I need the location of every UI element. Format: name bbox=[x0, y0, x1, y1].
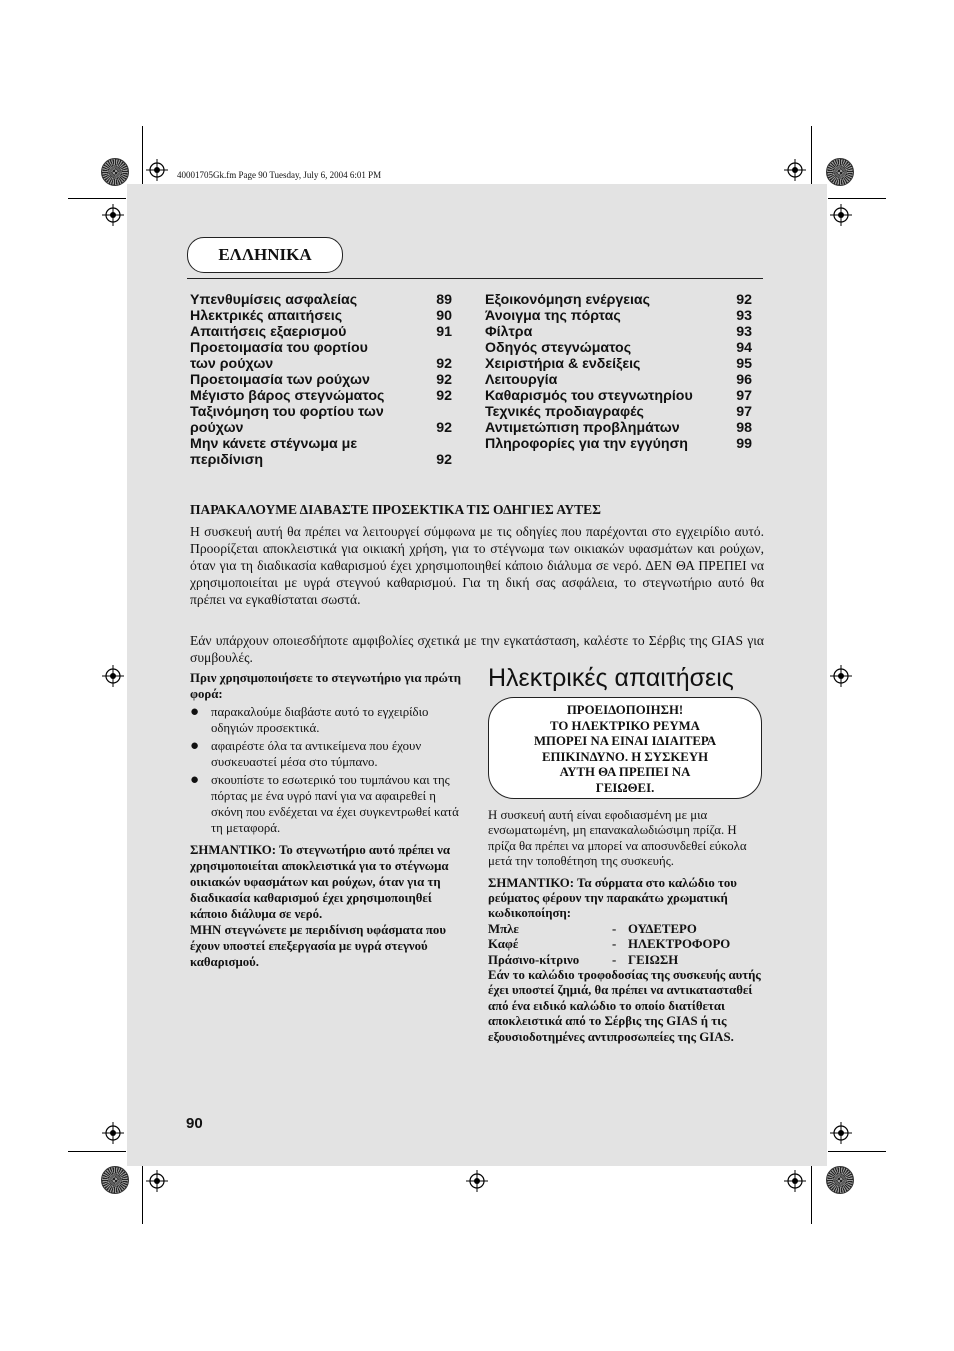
wire-row: Πράσινο-κίτρινο - ΓΕΙΩΣΗ bbox=[488, 952, 679, 967]
toc-item[interactable]: Υπενθυμίσεις ασφαλείας 89 bbox=[190, 292, 452, 308]
color-rosette-icon bbox=[826, 1166, 854, 1194]
toc-item[interactable]: Άνοιγμα της πόρτας 93 bbox=[485, 308, 752, 324]
intro-heading: ΠΑΡΑΚΑΛΟΥΜΕ ΔΙΑΒΑΣΤΕ ΠΡΟΣΕΚΤΙΚΑ ΤΙΣ ΟΔΗΓΙΕΣ ΑΥΤΕΣ bbox=[190, 502, 601, 517]
crop-mark bbox=[68, 198, 126, 199]
toc-item[interactable]: Αντιμετώπιση προβλημάτων 98 bbox=[485, 420, 752, 436]
registration-mark-icon bbox=[102, 1122, 124, 1144]
toc-item[interactable]: Μέγιστο βάρος στεγνώματος 92 bbox=[190, 388, 452, 404]
toc-item[interactable]: Φίλτρα 93 bbox=[485, 324, 752, 340]
toc-item[interactable]: Μην κάνετε στέγνωμα με bbox=[190, 436, 358, 452]
bullet-icon: ● bbox=[190, 704, 200, 720]
toc-item[interactable]: Χειριστήρια & ενδείξεις 95 bbox=[485, 356, 752, 372]
before-use-section bbox=[190, 670, 463, 970]
wire-row: Καφέ - ΗΛΕΚΤΡΟΦΟΡΟ bbox=[488, 937, 731, 952]
toc-right-column bbox=[485, 292, 752, 452]
toc-item[interactable]: Εξοικονόμηση ενέργειας 92 bbox=[485, 292, 752, 308]
toc-item[interactable]: Ηλεκτρικές απαιτήσεις 90 bbox=[190, 308, 452, 324]
cable-text: Εάν το καλώδιο τροφοδοσίας της συσκευής αυτής έχει υποστεί ζημιά, θα πρέπει να αντικατασταθεί από ένα ειδικό καλώδιο το οποίο διατίθεται αποκλειστικά από το Σέρβις της GIAS ή τις εξουσιοδοτημένες αντιπροσωπείες της GIAS. bbox=[488, 968, 761, 1044]
file-header: 40001705Gk.fm Page 90 Tuesday, July 6, 2004 6:01 PM bbox=[177, 170, 382, 180]
crop-mark bbox=[828, 1151, 886, 1152]
toc-item[interactable]: Πληροφορίες για την εγγύηση 99 bbox=[485, 436, 752, 452]
header-rule bbox=[187, 278, 763, 279]
crop-mark bbox=[811, 1166, 812, 1224]
intro-paragraph: Εάν υπάρχουν οποιεσδήποτε αμφιβολίες σχετικά με την εγκατάσταση, καλέστε το Σέρβις της GIAS για συμβουλές. bbox=[190, 633, 764, 665]
color-rosette-icon bbox=[101, 158, 129, 186]
no-spin-note: ΜΗΝ στεγνώνετε με περιδίνιση υφάσματα που έχουν υποστεί επεξεργασία με υγρά στεγνού καθαρισμού. bbox=[190, 923, 446, 969]
wire-row: Μπλε - ΟΥΔΕΤΕΡΟ bbox=[488, 921, 697, 936]
crop-mark bbox=[811, 126, 812, 184]
plug-text: Η συσκευή αυτή είναι εφοδιασμένη με μια ενσωματωμένη, μη επανακαλωδιώσιμη πρίζα. Η πρίζα θα πρέπει να μπορεί να αποσυνδεθεί εύκολα μετά την τοποθέτηση της συσκευής. bbox=[488, 808, 747, 869]
toc-item[interactable]: Τεχνικές προδιαγραφές 97 bbox=[485, 404, 752, 420]
bullet-icon: ● bbox=[190, 772, 200, 788]
registration-mark-icon bbox=[466, 1170, 488, 1192]
important-note: ΣΗΜΑΝΤΙΚΟ: Το στεγνωτήριο αυτό πρέπει να χρησιμοποιείται αποκλειστικά για το στέγνωμα οικιακών υφασμάτων και ρούχων, όταν για τη διαδικασία καθαρισμού έχει χρησιμοποιηθεί κάποιο διάλυμα σε νερό. bbox=[190, 843, 451, 921]
electrical-section bbox=[488, 808, 764, 1045]
registration-mark-icon bbox=[102, 665, 124, 687]
registration-mark-icon bbox=[102, 204, 124, 226]
intro-paragraph: Η συσκευή αυτή θα πρέπει να λειτουργεί σύμφωνα με τις οδηγίες που παρέχονται στο εγχειρίδιο αυτό. Προορίζεται αποκλειστικά για οικιακή χρήση, για το στέγνωμα των οικιακών υφασμάτων και ρούχων, όταν για τη διαδικασία καθαρισμού έχει χρησιμοποιηθεί κάποιο διάλυμα σε νερό. ΔΕΝ ΘΑ ΠΡΕΠΕΙ να χρησιμοποιείται με υγρά στεγνού καθαρισμού. Για τη δική σας ασφάλεια, το στεγνωτήριο αυτό θα πρέπει να εγκαθίσταται σωστά. bbox=[190, 524, 764, 607]
wires-heading: ΣΗΜΑΝΤΙΚΟ: Τα σύρματα στο καλώδιο του ρεύματος φέρουν την παρακάτω χρωματική κωδικοποίηση: bbox=[488, 875, 737, 921]
list-item: ● σκουπίστε το εσωτερικό του τυμπάνου και της πόρτας με ένα υγρό πανί για να αφαιρεθεί η σκόνη που ενδέχεται να έχει συγκεντρωθεί κατά τη μεταφορά. bbox=[190, 772, 459, 835]
toc-item[interactable]: Προετοιμασία του φορτίου bbox=[190, 340, 368, 356]
crop-mark bbox=[142, 1166, 143, 1224]
toc-item[interactable]: Καθαρισμός του στεγνωτηρίου 97 bbox=[485, 388, 752, 404]
toc-item[interactable]: Ταξινόμηση του φορτίου των bbox=[190, 404, 384, 420]
color-rosette-icon bbox=[101, 1166, 129, 1194]
toc-left-column bbox=[190, 292, 452, 468]
registration-mark-icon bbox=[830, 204, 852, 226]
toc-item[interactable]: ρούχων 92 bbox=[190, 420, 452, 436]
toc-item[interactable]: περιδίνιση 92 bbox=[190, 452, 452, 468]
crop-mark bbox=[142, 126, 143, 184]
before-use-heading: Πριν χρησιμοποιήσετε το στεγνωτήριο για πρώτη φορά: bbox=[190, 671, 462, 701]
registration-mark-icon bbox=[784, 1170, 806, 1192]
toc-item[interactable]: των ρούχων 92 bbox=[190, 356, 452, 372]
toc-item[interactable]: Απαιτήσεις εξαερισμού 91 bbox=[190, 324, 452, 340]
warning-box: ΠΡΟΕΙΔΟΠΟΙΗΣΗ! ΤΟ ΗΛΕΚΤΡΙΚΟ ΡΕΥΜΑ ΜΠΟΡΕΙ ΝΑ ΕΙΝΑΙ ΙΔΙΑΙΤΕΡΑ ΕΠΙΚΙΝΔΥΝΟ. Η ΣΥΣΚΕΥΗ ΑΥΤΗ ΘΑ ΠΡΕΠΕΙ ΝΑ ΓΕΙΩΘΕΙ. bbox=[488, 697, 762, 799]
registration-mark-icon bbox=[146, 1170, 168, 1192]
registration-mark-icon bbox=[830, 665, 852, 687]
language-tab: ΕΛΛΗΝΙΚΑ bbox=[187, 237, 343, 273]
registration-mark-icon bbox=[784, 159, 806, 181]
registration-mark-icon bbox=[830, 1122, 852, 1144]
list-item: ● αφαιρέστε όλα τα αντικείμενα που έχουν συσκευαστεί μέσα στο τύμπανο. bbox=[190, 738, 422, 769]
electrical-title: Ηλεκτρικές απαιτήσεις bbox=[488, 664, 734, 692]
color-rosette-icon bbox=[826, 158, 854, 186]
registration-mark-icon bbox=[146, 159, 168, 181]
bullet-icon: ● bbox=[190, 738, 200, 754]
list-item: ● παρακαλούμε διαβάστε αυτό το εγχειρίδιο οδηγιών προσεκτικά. bbox=[190, 704, 429, 735]
toc-item[interactable]: Προετοιμασία των ρούχων 92 bbox=[190, 372, 452, 388]
crop-mark bbox=[68, 1151, 126, 1152]
toc-item[interactable]: Οδηγός στεγνώματος 94 bbox=[485, 340, 752, 356]
crop-mark bbox=[828, 198, 886, 199]
page-number: 90 bbox=[186, 1115, 203, 1132]
toc-item[interactable]: Λειτουργία 96 bbox=[485, 372, 752, 388]
